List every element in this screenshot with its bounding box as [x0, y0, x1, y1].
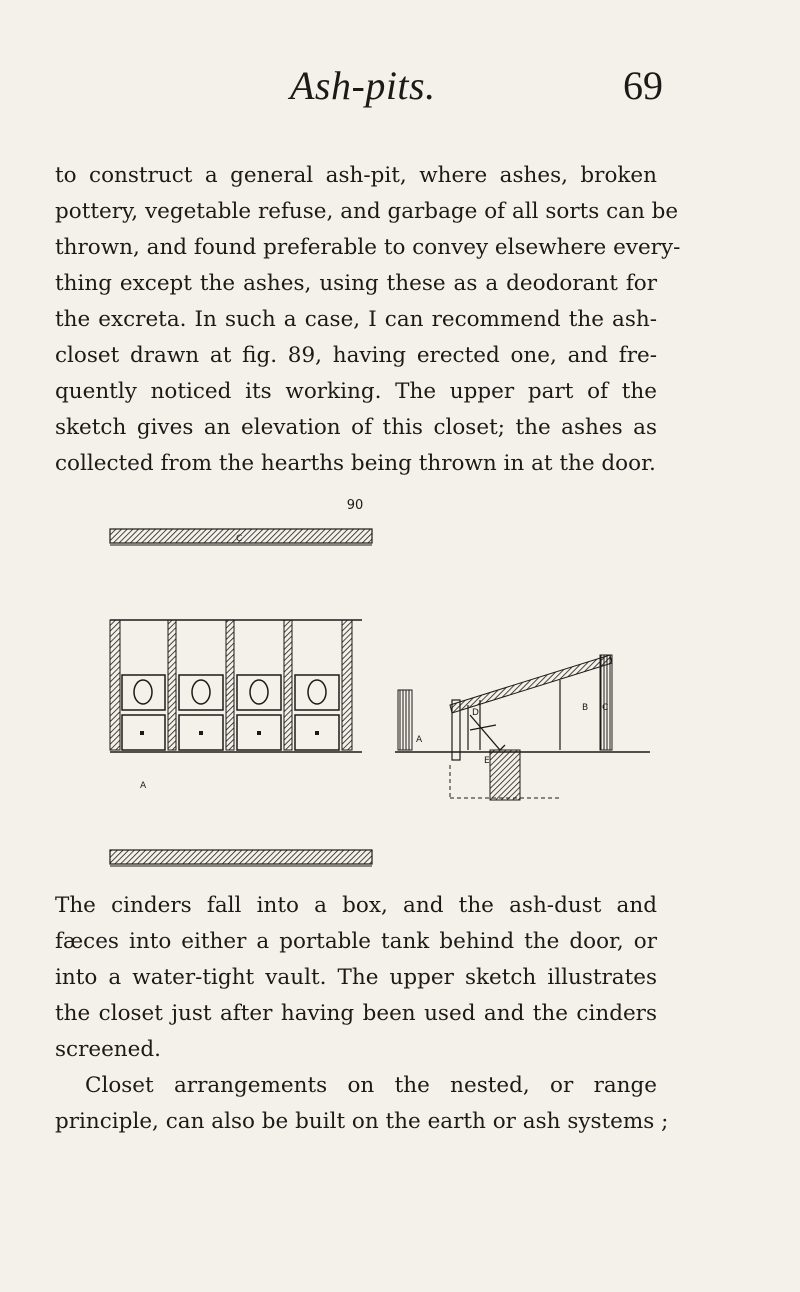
text-line: Closet arrangements on the nested, or range — [85, 1073, 657, 1098]
label-e: E — [484, 756, 490, 766]
figure-drawing — [0, 520, 800, 890]
text-line: quently noticed its working. The upper part of the — [55, 379, 657, 404]
text-line: The cinders fall into a box, and the ash-dust and — [55, 893, 657, 918]
text-line: closet drawn at fig. 89, having erected one, and fre- — [55, 343, 657, 368]
closet-bay — [122, 675, 165, 750]
text-line: principle, can also be built on the earth or ash systems ; — [55, 1109, 669, 1134]
label-a-right: A — [416, 735, 423, 745]
text-line: sketch gives an elevation of this closet; the ashes as — [55, 415, 657, 440]
text-line: to construct a general ash-pit, where ashes, broken — [55, 163, 657, 188]
paragraph-ash-pit — [55, 158, 681, 482]
text-line: collected from the hearths being thrown in at the door. — [55, 451, 656, 476]
running-head — [0, 62, 800, 112]
closet-bay — [295, 675, 339, 750]
label-d: D — [472, 708, 479, 718]
plan-strip-bottom — [110, 850, 372, 866]
figure-90-ash-closet — [0, 520, 800, 890]
label-b: B — [582, 703, 589, 713]
closet-bay — [179, 675, 223, 750]
paragraph-cinders — [55, 888, 669, 1140]
page-number: 69 — [623, 63, 663, 108]
text-line: fæces into either a portable tank behind the door, or — [55, 929, 657, 954]
text-line: the closet just after having been used and the cinders — [55, 1001, 657, 1026]
text-line: thrown, and found preferable to convey elsewhere every- — [55, 235, 681, 260]
section-drawing — [395, 655, 650, 800]
label-a-left: A — [140, 781, 147, 791]
text-line: into a water-tight vault. The upper sketch illustrates — [55, 965, 657, 990]
label-c-right: C — [602, 703, 609, 713]
elevation-drawing — [110, 620, 362, 752]
text-line: pottery, vegetable refuse, and garbage of all sorts can be — [55, 199, 679, 224]
running-title: Ash-pits. — [290, 63, 436, 108]
text-line: thing except the ashes, using these as a deodorant for — [55, 271, 657, 296]
closet-bay — [237, 675, 281, 750]
text-line: the excreta. In such a case, I can recommend the ash- — [55, 307, 657, 332]
text-line: screened. — [55, 1037, 161, 1062]
figure-number: 90 — [346, 498, 364, 513]
label-c-top: C — [236, 534, 243, 544]
